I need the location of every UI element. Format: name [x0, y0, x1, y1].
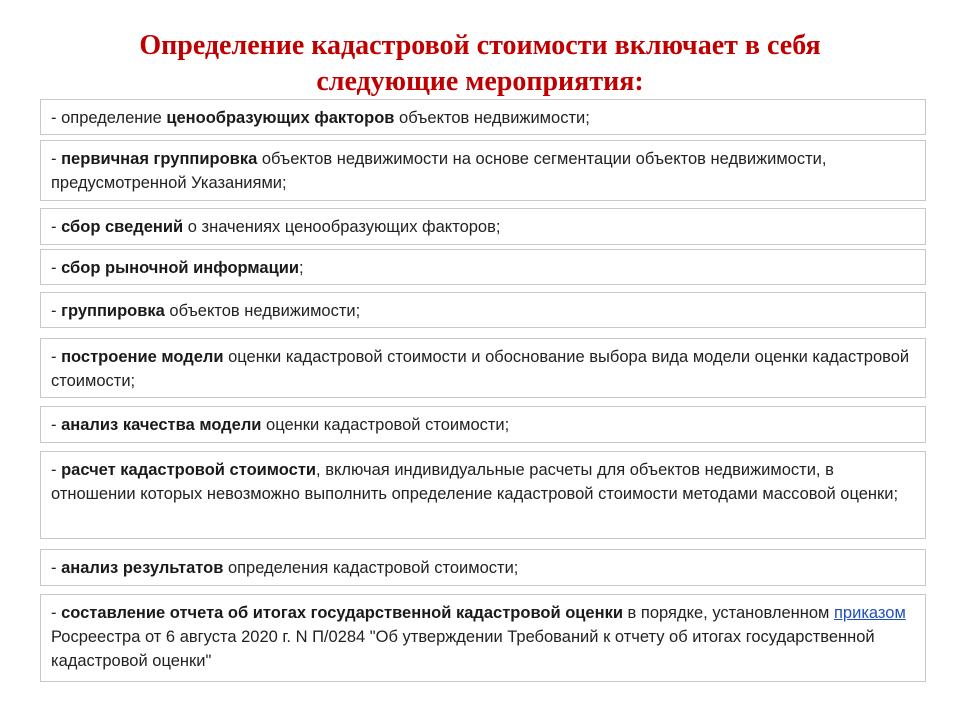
item-prefix: - — [51, 416, 62, 434]
list-item-pricing-factors — [40, 99, 926, 135]
item-text: объектов недвижимости; — [164, 302, 361, 320]
item-keyword: расчет кадастровой стоимости — [61, 461, 317, 479]
item-text: объектов недвижимости на основе сегментации объектов недвижимости, предусмотренной Указаниями; — [51, 150, 827, 192]
item-prefix: - — [51, 461, 62, 479]
list-item-primary-grouping — [40, 140, 926, 201]
list-item-market-info — [40, 249, 926, 285]
list-item-model-building — [40, 338, 926, 398]
list-item-calculation — [40, 451, 926, 539]
item-keyword: ценообразующих факторов — [166, 109, 395, 127]
item-text: определения кадастровой стоимости; — [223, 559, 519, 577]
item-keyword: составление отчета об итогах государственной кадастровой оценки — [61, 604, 623, 622]
list-item-grouping — [40, 292, 926, 328]
item-prefix: - определение — [51, 109, 167, 127]
item-keyword: построение модели — [61, 348, 224, 366]
item-prefix: - — [51, 302, 62, 320]
item-text-continued: Росреестра от 6 августа 2020 г. N П/0284 "Об утверждении Требований к отчету об итогах государственной кадастровой оценки" — [51, 628, 875, 670]
slide-title-line-1: Определение кадастровой стоимости включает в себя — [139, 30, 821, 61]
slide-title-line-2: следующие мероприятия: — [316, 66, 644, 97]
item-text: о значениях ценообразующих факторов; — [183, 218, 501, 236]
item-keyword: сбор сведений — [61, 218, 184, 236]
item-prefix: - — [51, 259, 62, 277]
list-item-report — [40, 594, 926, 682]
item-keyword: сбор рыночной информации — [61, 259, 300, 277]
item-text: в порядке, установленном — [622, 604, 834, 622]
item-prefix: - — [51, 218, 62, 236]
list-item-data-collection — [40, 208, 926, 245]
item-text: объектов недвижимости; — [394, 109, 590, 127]
item-text: ; — [299, 259, 304, 277]
item-text: , включая индивидуальные расчеты для объектов недвижимости, в отношении которых невозможно выполнить определение кадастровой стоимости методами массовой оценки; — [51, 461, 899, 503]
item-text: оценки кадастровой стоимости и обоснование выбора вида модели оценки кадастровой стоимости; — [51, 348, 910, 390]
list-item-results-analysis — [40, 549, 926, 586]
item-prefix: - — [51, 348, 62, 366]
item-prefix: - — [51, 559, 62, 577]
item-keyword: анализ качества модели — [61, 416, 262, 434]
item-keyword: первичная группировка — [61, 150, 258, 168]
item-keyword: анализ результатов — [61, 559, 224, 577]
list-item-model-quality — [40, 406, 926, 443]
item-prefix: - — [51, 150, 62, 168]
item-prefix: - — [51, 604, 62, 622]
item-keyword: группировка — [61, 302, 165, 320]
order-link[interactable]: приказом — [834, 604, 906, 622]
slide-title — [40, 28, 920, 100]
item-text: оценки кадастровой стоимости; — [261, 416, 510, 434]
